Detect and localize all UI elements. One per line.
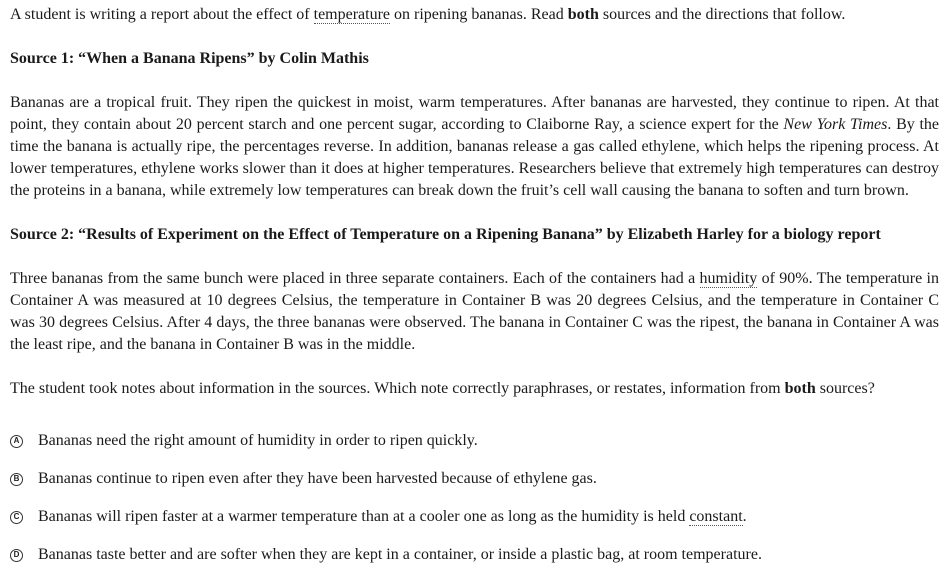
option-a-radio-icon[interactable]: A: [10, 435, 23, 448]
intro-text-part: on ripening bananas. Read: [390, 6, 568, 23]
source-1-text: Bananas are a tropical fruit. They ripen the quickest in moist, warm temperatures. After bananas are harvested, they continue to ripen. At that point, they contain about 20 percent starch and one percent sugar, according to Claiborne Ray, a science expert for the: [10, 94, 939, 133]
source-2-text: of 90%. The temperature in Container A was measured at 10 degrees Celsius, the temperature in Container B was 20 degrees Celsius, and the temperature in Container C was 30 degrees Celsius. After 4 days, the three bananas were observed. The banana in Container C was the ripest, the banana in Container A was the least ripe, and the banana in Container B was in the middle.: [10, 270, 939, 353]
source-2-text: Three bananas from the same bunch were placed in three separate containers. Each of the containers had a: [10, 270, 700, 287]
option-b-radio-icon[interactable]: B: [10, 473, 23, 486]
answer-option-c[interactable]: [10, 498, 939, 536]
question-text: sources?: [815, 380, 875, 397]
source-1-title: Source 1: “When a Banana Ripens” by Colin Mathis: [10, 50, 369, 67]
option-c-text-part[interactable]: .: [742, 508, 747, 525]
question-text: The student took notes about information in the sources. Which note correctly paraphrases, or restates, information from: [10, 380, 785, 397]
option-c-text-part[interactable]: Bananas will ripen faster at a warmer temperature than at a cooler one as long as the humidity is held: [38, 508, 690, 525]
publication-name: New York Times: [783, 116, 888, 133]
question-emphasis: both: [784, 380, 816, 397]
source-1-text: . By the time the banana is actually ripe, the percentages reverse. In addition, bananas release a gas called ethylene, which helps the ripening process. At lower temperatures, ethylene works slower than it does at higher temperatures. Researchers believe that extremely high temperatures can destroy the proteins in a banana, while extremely low temperatures can break down the fruit’s cell wall causing the banana to soften and turn brown.: [10, 116, 939, 199]
intro-text-part: A student is writing a report about the effect of: [10, 6, 314, 23]
glossary-term-temperature[interactable]: temperature: [313, 6, 391, 23]
answer-option-b[interactable]: [10, 460, 939, 498]
source-2-body: [10, 268, 939, 356]
option-c-text[interactable]: [38, 506, 747, 528]
source-2-title: Source 2: “Results of Experiment on the Effect of Temperature on a Ripening Banana” by Elizabeth Harley for a biology report: [10, 226, 881, 243]
glossary-term-humidity[interactable]: humidity: [699, 270, 758, 287]
question-prompt: [10, 378, 939, 400]
option-c-radio-icon[interactable]: C: [10, 511, 23, 524]
answer-option-a[interactable]: [10, 422, 939, 460]
option-b-text[interactable]: Bananas continue to ripen even after they have been harvested because of ethylene gas.: [38, 470, 597, 487]
intro-text-part: sources and the directions that follow.: [598, 6, 846, 23]
option-d-text[interactable]: Bananas taste better and are softer when they are kept in a container, or inside a plastic bag, at room temperature.: [38, 546, 762, 563]
answer-option-d[interactable]: [10, 536, 939, 574]
answer-options: [10, 422, 939, 574]
source-1-body: [10, 92, 939, 202]
glossary-term-constant[interactable]: constant: [689, 508, 743, 525]
option-a-text[interactable]: Bananas need the right amount of humidity in order to ripen quickly.: [38, 432, 478, 449]
intro-text: [10, 4, 939, 26]
option-d-radio-icon[interactable]: D: [10, 549, 23, 562]
intro-emphasis: both: [567, 6, 599, 23]
